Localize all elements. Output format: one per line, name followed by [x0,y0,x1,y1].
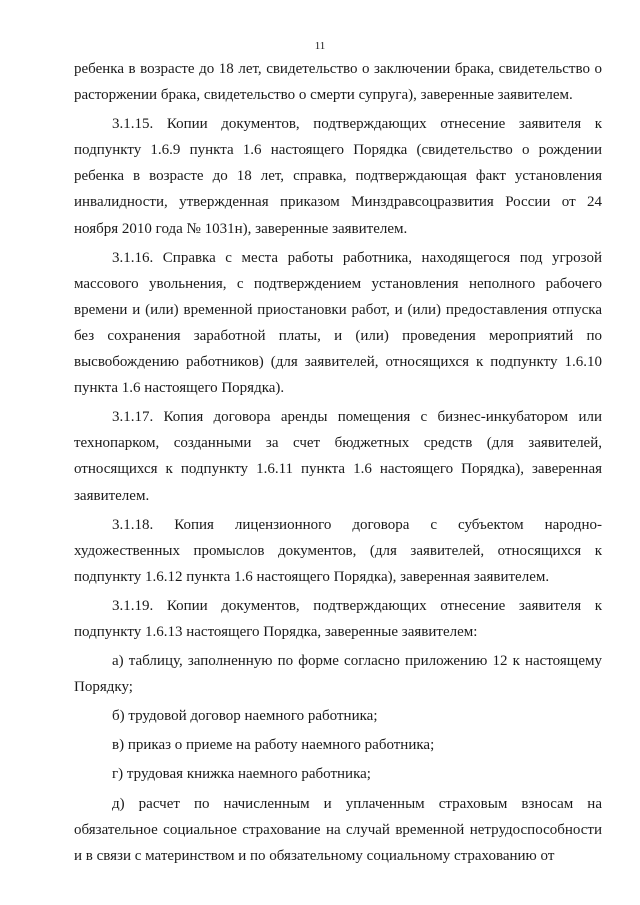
list-item-a: а) таблицу, заполненную по форме согласно приложению 12 к настоящему Порядку; [74,653,602,696]
paragraph-3-1-16: 3.1.16. Справка с места работы работника, находящегося под угрозой массового увольнения, с подтверждением установления неполного рабочего времени и (или) временной приостановки работ, и (или) предоставления отпуска без сохранения заработной платы, и (или) проведения мероприятий по высвобождению работников) (для заявителей, относящихся к подпункту 1.6.10 пункта 1.6 настоящего Порядка). [74,249,602,397]
document-body [74,56,602,869]
paragraph-continuation: ребенка в возрасте до 18 лет, свидетельство о заключении брака, свидетельство о расторжении брака, свидетельство о смерти супруга), заверенные заявителем. [74,61,602,104]
list-item-v: в) приказ о приеме на работу наемного работника; [112,737,435,754]
list-item-d: д) расчет по начисленным и уплаченным страховым взносам на обязательное социальное страхование на случай временной нетрудоспособности и в связи с материнством и по обязательному социальному страхованию от [74,795,602,864]
paragraph-3-1-17: 3.1.17. Копия договора аренды помещения с бизнес-инкубатором или технопарком, созданными за счет бюджетных средств (для заявителей, относящихся к подпункту 1.6.11 пункта 1.6 настоящего Порядка), заверенная заявителем. [74,409,602,504]
paragraph-3-1-15: 3.1.15. Копии документов, подтверждающих отнесение заявителя к подпункту 1.6.9 пункта 1.6 настоящего Порядка (свидетельство о рождении ребенка в возрасте до 18 лет, справка, подтверждающая факт установления инвалидности, утвержденная приказом Минздравсоцразвития России от 24 ноября 2010 года № 1031н), заверенные заявителем. [74,116,602,237]
list-item-b: б) трудовой договор наемного работника; [112,708,378,725]
page-number: 11 [314,40,326,52]
paragraph-3-1-19: 3.1.19. Копии документов, подтверждающих отнесение заявителя к подпункту 1.6.13 настоящего Порядка, заверенные заявителем: [74,597,602,640]
list-item-g: г) трудовая книжка наемного работника; [112,766,371,783]
paragraph-3-1-18: 3.1.18. Копия лицензионного договора с субъектом народно-художественных промыслов документов, (для заявителей, относящихся к подпункту 1.6.12 пункта 1.6 настоящего Порядка), заверенная заявителем. [74,516,602,585]
